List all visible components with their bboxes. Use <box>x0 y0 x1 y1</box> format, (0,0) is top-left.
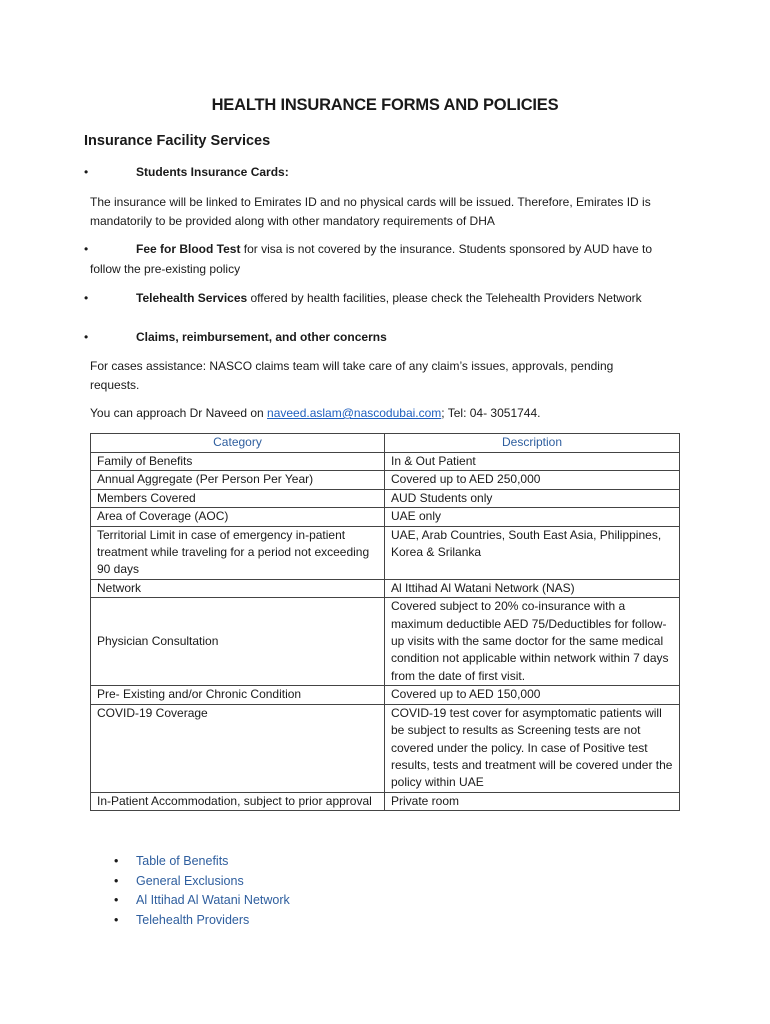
table-cell-category: Pre- Existing and/or Chronic Condition <box>91 686 385 704</box>
table-cell-category: Annual Aggregate (Per Person Per Year) <box>91 471 385 489</box>
contact-suffix: ; Tel: 04- 3051744. <box>441 406 541 420</box>
table-cell-category: COVID-19 Coverage <box>91 704 385 792</box>
bullet-dot-icon: • <box>114 893 119 907</box>
students-cards-text: The insurance will be linked to Emirates ID and no physical cards will be issued. Therefore, Emirates ID is mandatorily to be provided along with other mandatory requirements of DHA <box>90 195 651 228</box>
link-table-of-benefits[interactable]: • Table of Benefits <box>110 852 290 872</box>
bullet-dot-icon: • <box>84 165 89 179</box>
blood-test-text-line2: follow the pre-existing policy <box>90 262 241 276</box>
benefits-table <box>90 433 680 811</box>
table-cell-description: AUD Students only <box>385 489 680 507</box>
table-row <box>91 686 680 704</box>
bullet-dot-icon: • <box>84 291 89 305</box>
table-cell-description: Al Ittihad Al Watani Network (NAS) <box>385 579 680 597</box>
bullet-dot-icon: • <box>84 242 89 256</box>
header-description: Description <box>385 434 680 453</box>
claims-heading: Claims, reimbursement, and other concerns <box>136 330 387 344</box>
telehealth-heading: Telehealth Services <box>136 291 248 305</box>
bullet-dot-icon: • <box>114 912 119 927</box>
table-cell-description: Covered up to AED 150,000 <box>385 686 680 704</box>
table-row <box>91 453 680 471</box>
contact-line <box>90 404 540 423</box>
link-network[interactable]: • Al Ittihad Al Watani Network <box>110 891 290 911</box>
table-cell-description: Private room <box>385 792 680 810</box>
link-general-exclusions[interactable]: • General Exclusions <box>110 872 290 892</box>
table-cell-description: COVID-19 test cover for asymptomatic patients will be subject to results as Screening tests are not covered under the policy. In case of Positive test results, tests and treatment will be covered under the policy within UAE <box>385 704 680 792</box>
table-cell-category: Family of Benefits <box>91 453 385 471</box>
contact-prefix: You can approach Dr Naveed on <box>90 406 268 420</box>
table-row <box>91 704 680 792</box>
table-header-row <box>91 434 680 453</box>
blood-test-text: for visa is not covered by the insurance. Students sponsored by AUD have to <box>240 242 653 256</box>
bullet-dot-icon: • <box>84 330 89 344</box>
table-cell-category: Members Covered <box>91 489 385 507</box>
students-cards-heading: Students Insurance Cards: <box>136 165 289 179</box>
table-cell-description: In & Out Patient <box>385 453 680 471</box>
table-cell-description: UAE only <box>385 508 680 526</box>
table-row <box>91 526 680 579</box>
table-row <box>91 471 680 489</box>
table-cell-category: Area of Coverage (AOC) <box>91 508 385 526</box>
claims-text: For cases assistance: NASCO claims team will take care of any claim’s issues, approvals, pending requests. <box>90 359 614 392</box>
table-row <box>91 579 680 597</box>
table-row <box>91 489 680 507</box>
table-cell-description: Covered up to AED 250,000 <box>385 471 680 489</box>
bullet-dot-icon: • <box>114 854 119 868</box>
table-cell-category: In-Patient Accommodation, subject to prior approval <box>91 792 385 810</box>
telehealth-text: offered by health facilities, please check the Telehealth Providers Network <box>247 291 642 305</box>
table-cell-category: Network <box>91 579 385 597</box>
page-title: HEALTH INSURANCE FORMS AND POLICIES <box>211 96 559 114</box>
table-row <box>91 508 680 526</box>
header-category: Category <box>91 434 385 453</box>
resource-links-list <box>110 852 290 930</box>
section-subtitle: Insurance Facility Services <box>84 133 271 149</box>
blood-test-heading: Fee for Blood Test <box>136 242 241 256</box>
table-row <box>91 598 680 686</box>
email-link[interactable]: naveed.aslam@nascodubai.com <box>267 406 442 420</box>
table-row <box>91 792 680 810</box>
table-cell-category: Territorial Limit in case of emergency in-patient treatment while traveling for a period not exceeding 90 days <box>91 526 385 579</box>
table-cell-category: Physician Consultation <box>91 598 385 686</box>
bullet-dot-icon: • <box>114 873 119 888</box>
link-telehealth-providers[interactable]: • Telehealth Providers <box>110 911 290 931</box>
table-cell-description: UAE, Arab Countries, South East Asia, Philippines, Korea & Srilanka <box>385 526 680 579</box>
table-cell-description: Covered subject to 20% co-insurance with a maximum deductible AED 75/Deductibles for follow-up visits with the same doctor for the same medical condition not applicable within network within 7 days from the date of first visit. <box>385 598 680 686</box>
